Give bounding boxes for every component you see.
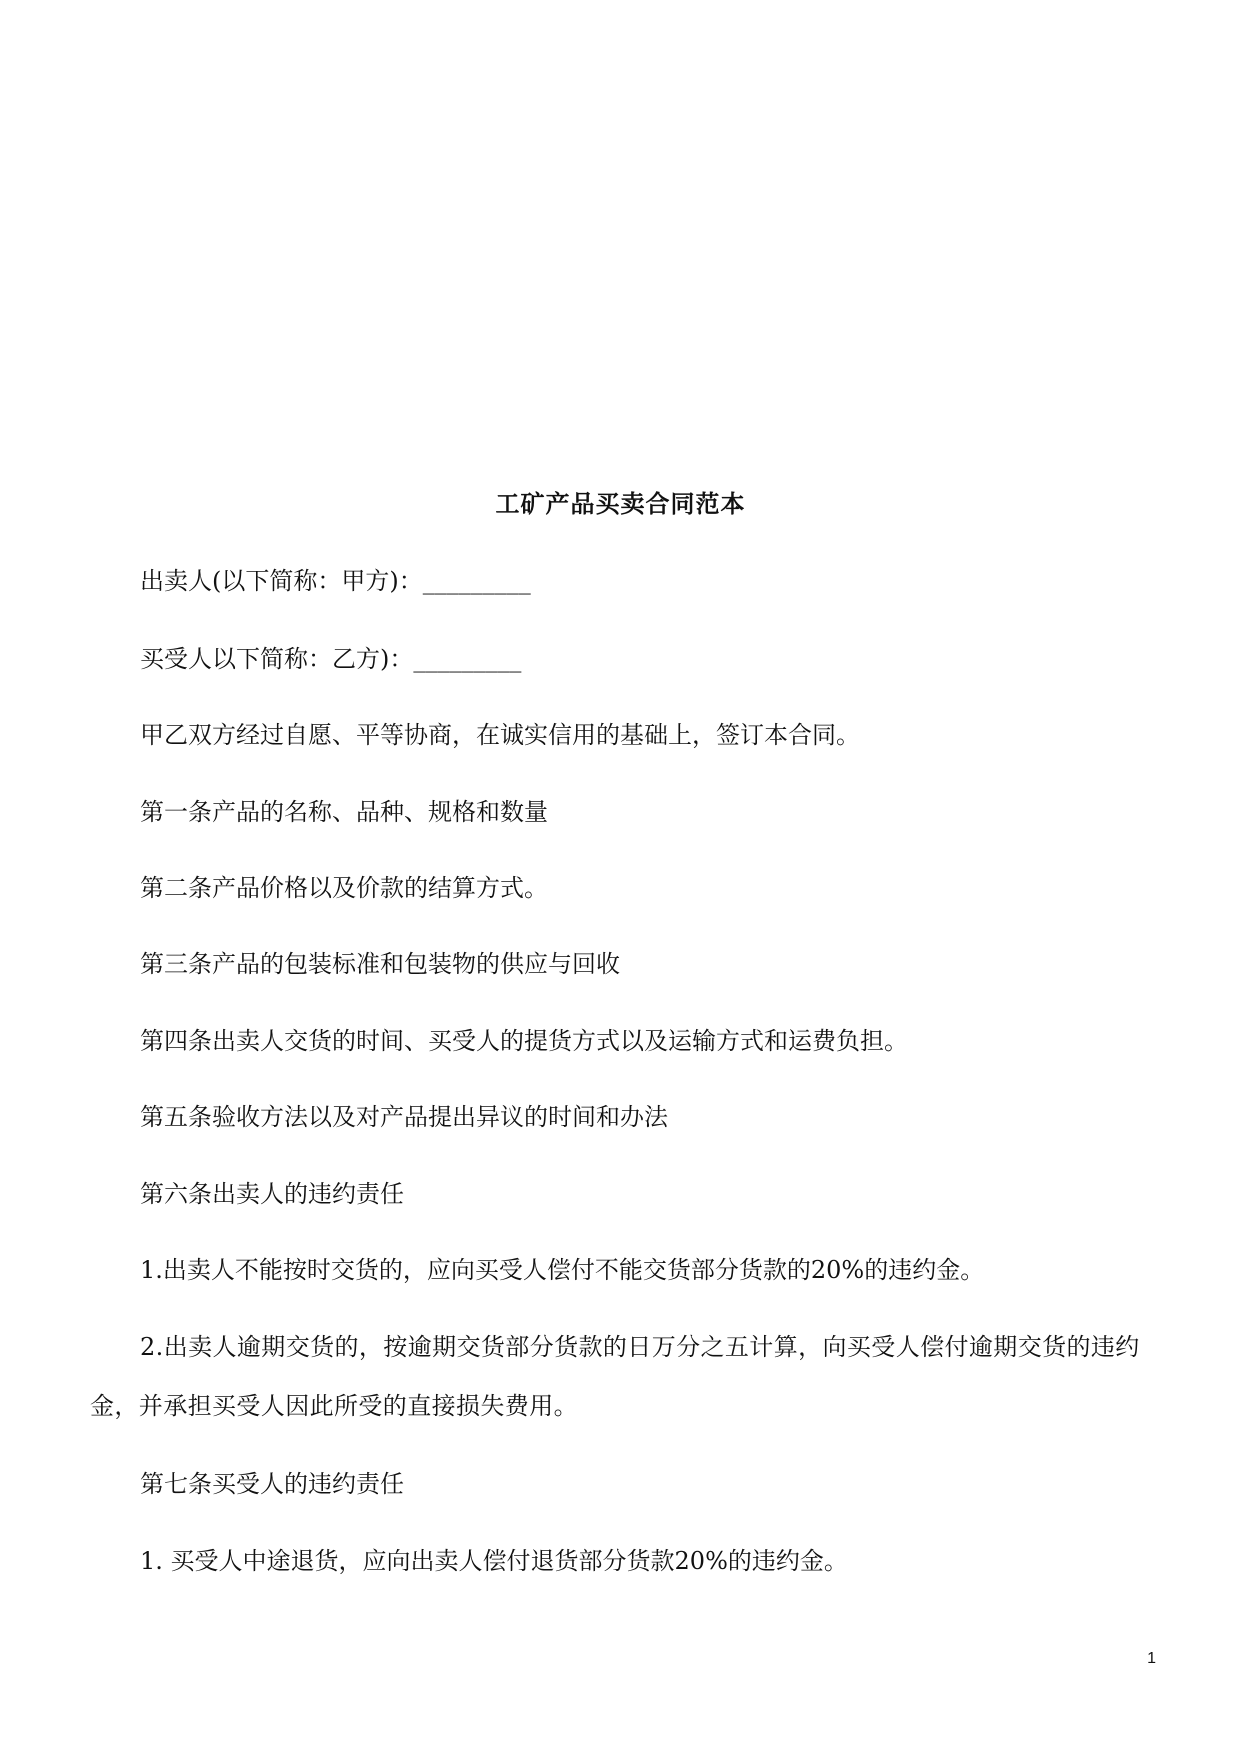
article-6-item-1: 1.出卖人不能按时交货的，应向买受人偿付不能交货部分货款的20%的违约金。	[140, 1256, 985, 1284]
document-title: 工矿产品买卖合同范本	[495, 489, 746, 518]
buyer-line: 买受人以下简称：乙方)：_________	[140, 645, 522, 673]
article-3: 第三条产品的包装标准和包装物的供应与回收	[140, 950, 620, 978]
page-number: 1	[1147, 1650, 1156, 1667]
article-5: 第五条验收方法以及对产品提出异议的时间和办法	[140, 1103, 668, 1131]
article-1: 第一条产品的名称、品种、规格和数量	[140, 798, 548, 826]
article-4: 第四条出卖人交货的时间、买受人的提货方式以及运输方式和运费负担。	[140, 1027, 908, 1055]
article-7: 第七条买受人的违约责任	[140, 1470, 404, 1498]
article-7-item-1: 1. 买受人中途退货，应向出卖人偿付退货部分货款20%的违约金。	[140, 1547, 848, 1575]
seller-line: 出卖人(以下简称：甲方)：_________	[140, 567, 531, 595]
article-6-item-2: 2.出卖人逾期交货的，按逾期交货部分货款的日万分之五计算，向买受人偿付逾期交货的违约金，并承担买受人因此所受的直接损失费用。	[90, 1333, 1140, 1420]
article-6: 第六条出卖人的违约责任	[140, 1180, 404, 1208]
article-2: 第二条产品价格以及价款的结算方式。	[140, 874, 548, 902]
intro-paragraph: 甲乙双方经过自愿、平等协商，在诚实信用的基础上，签订本合同。	[140, 721, 860, 749]
